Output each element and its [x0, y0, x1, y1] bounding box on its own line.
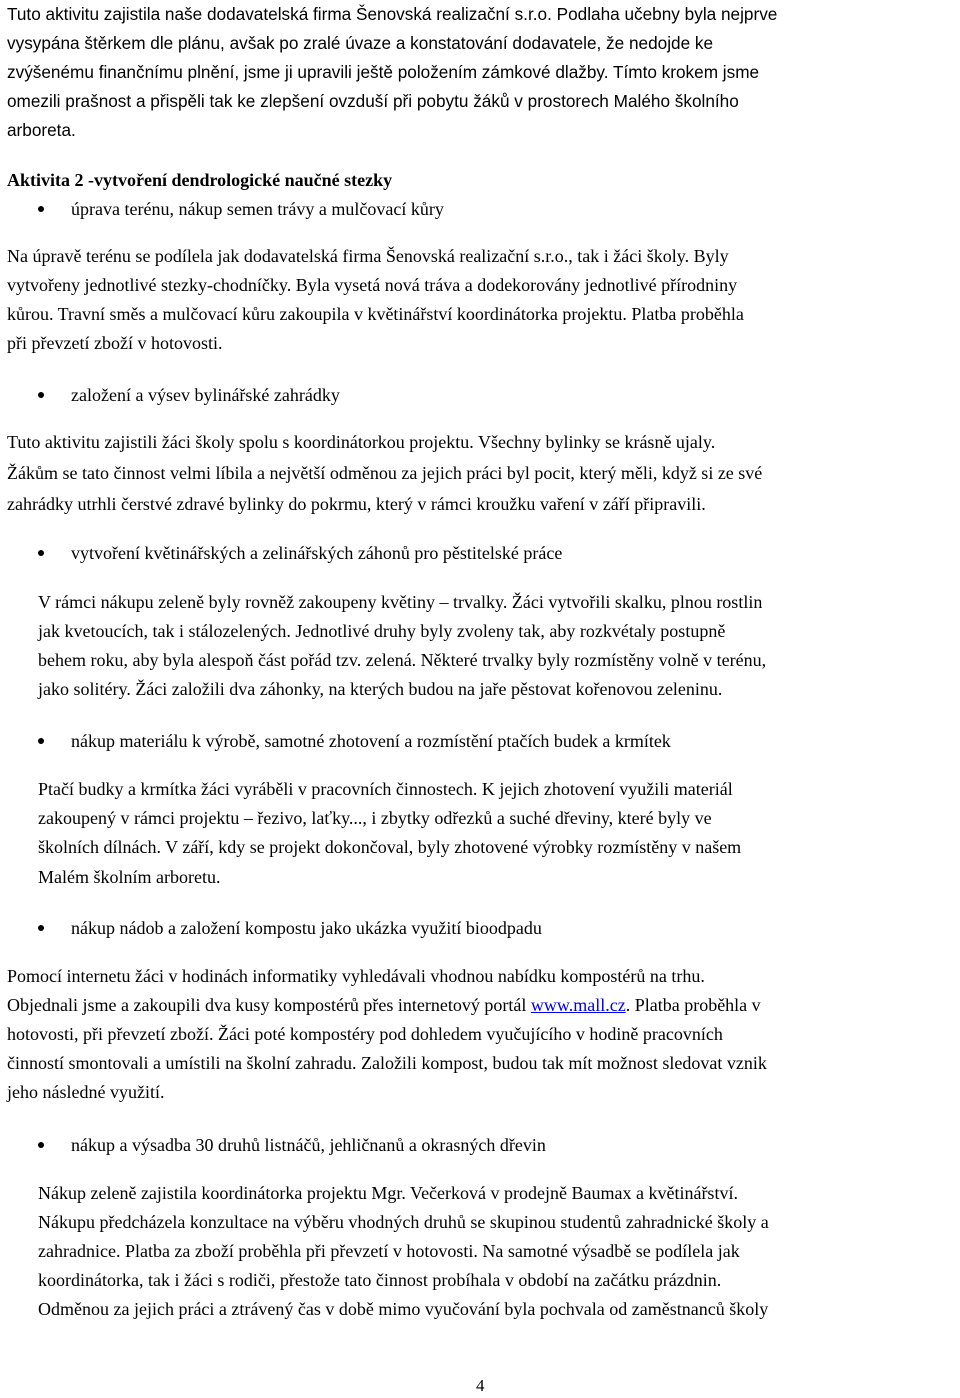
paragraph-line: jeho následné využití.	[7, 1082, 165, 1102]
bullet-icon	[38, 392, 44, 398]
bullet-icon	[38, 550, 44, 556]
paragraph-line: jako solitéry. Žáci založili dva záhonky, na kterých budou na jaře pěstovat kořenovou zeleninu.	[38, 679, 723, 699]
paragraph-line: Na úpravě terénu se podílela jak dodavatelská firma Šenovská realizační s.r.o., tak i žáci školy. Byly	[7, 246, 729, 266]
paragraph-line: školních dílnách. V září, kdy se projekt dokončoval, byly zhotovené výrobky rozmístěny v našem	[38, 837, 742, 857]
paragraph-line: Žákům se tato činnost velmi líbila a největší odměnou za jejich práci byl pocit, který měli, když si ze své	[7, 463, 763, 483]
paragraph-line: Pomocí internetu žáci v hodinách informatiky vyhledávali vhodnou nabídku kompostérů na trhu.	[7, 966, 705, 986]
paragraph-line: Nákupu předcházela konzultace na výběru vhodných druhů se skupinou studentů zahradnické školy a	[38, 1212, 769, 1232]
paragraph-line: kůrou. Travní směs a mulčovací kůru zakoupila v květinářství koordinátorka projektu. Platba proběhla	[7, 304, 744, 324]
intro-line: vysypána štěrkem dle plánu, avšak po zralé úvaze a konstatování dodavatele, že nedojde ke	[7, 33, 714, 53]
paragraph-line: koordinátorka, tak i žáci s rodiči, přestože tato činnost probíhala v období na začátku prázdnin.	[38, 1270, 722, 1290]
paragraph-line: jak kvetoucích, tak i stálozelených. Jednotlivé druhy byly zvoleny tak, aby rozkvétaly postupně	[38, 621, 726, 641]
mall-link[interactable]: www.mall.cz	[530, 995, 626, 1015]
intro-line: arboreta.	[7, 120, 76, 140]
paragraph-text: Objednali jsme a zakoupili dva kusy kompostérů přes internetový portál	[7, 995, 531, 1015]
intro-line: zvýšenému finančnímu plnění, jsme ji upravili ještě položením zámkové dlažby. Tímto krokem jsme	[7, 62, 760, 82]
bullet-item: nákup a výsadba 30 druhů listnáčů, jehličnanů a okrasných dřevin	[71, 1135, 546, 1155]
paragraph-line: hotovosti, při převzetí zboží. Žáci poté kompostéry pod dohledem vyučujícího v hodině pracovních	[7, 1024, 723, 1044]
bullet-icon	[38, 1142, 44, 1148]
intro-line: omezili prašnost a přispěli tak ke zlepšení ovzduší při pobytu žáků v prostorech Malého školního	[7, 91, 739, 111]
paragraph-text: . Platba proběhla v	[625, 995, 761, 1015]
bullet-item: nákup nádob a založení kompostu jako ukázka využití bioodpadu	[71, 918, 542, 938]
paragraph-line: Tuto aktivitu zajistili žáci školy spolu s koordinátorkou projektu. Všechny bylinky se krásně ujaly.	[7, 432, 716, 452]
paragraph-line: behem roku, aby byla alespoň část pořád tzv. zelená. Některé trvalky byly rozmístěny volně v terénu,	[38, 650, 767, 670]
paragraph-line: zakoupený v rámci projektu – řezivo, laťky..., i zbytky odřezků a suché dřeviny, které byly ve	[38, 808, 712, 828]
paragraph-line	[7, 993, 761, 1017]
paragraph-line: Nákup zeleně zajistila koordinátorka projektu Mgr. Večerková v prodejně Baumax a květinářství.	[38, 1183, 738, 1203]
paragraph-line: Odměnou za jejich práci a ztrávený čas v době mimo vyučování byla pochvala od zaměstnanců školy	[38, 1299, 769, 1319]
bullet-icon	[38, 738, 44, 744]
bullet-icon	[38, 925, 44, 931]
section-heading: Aktivita 2 -vytvoření dendrologické naučné stezky	[7, 170, 393, 190]
paragraph-line: zahradnice. Platba za zboží proběhla při převzetí v hotovosti. Na samotné výsadbě se podílela jak	[38, 1241, 740, 1261]
paragraph-line: činností smontovali a umístili na školní zahradu. Založili kompost, budou tak mít možnost sledovat vznik	[7, 1053, 767, 1073]
paragraph-line: zahrádky utrhli čerstvé zdravé bylinky do pokrmu, který v rámci kroužku vaření v září připravili.	[7, 494, 706, 514]
paragraph-line: při převzetí zboží v hotovosti.	[7, 333, 223, 353]
bullet-item: založení a výsev bylinářské zahrádky	[71, 385, 340, 405]
intro-line: Tuto aktivitu zajistila naše dodavatelská firma Šenovská realizační s.r.o. Podlaha učebny byla nejprve	[7, 4, 778, 24]
paragraph-line: Ptačí budky a krmítka žáci vyráběli v pracovních činnostech. K jejich zhotovení využili materiál	[38, 779, 733, 799]
bullet-item: úprava terénu, nákup semen trávy a mulčovací kůry	[71, 199, 444, 219]
bullet-item: nákup materiálu k výrobě, samotné zhotovení a rozmístění ptačích budek a krmítek	[71, 731, 671, 751]
paragraph-line: vytvořeny jednotlivé stezky-chodníčky. Byla vysetá nová tráva a dodekorovány jednotlivé přírodniny	[7, 275, 738, 295]
paragraph-line: V rámci nákupu zeleně byly rovněž zakoupeny květiny – trvalky. Žáci vytvořili skalku, plnou rostlin	[38, 592, 763, 612]
bullet-icon	[38, 206, 44, 212]
bullet-item: vytvoření květinářských a zelinářských záhonů pro pěstitelské práce	[71, 543, 563, 563]
paragraph-line: Malém školním arboretu.	[38, 867, 221, 887]
page-number: 4	[476, 1376, 485, 1395]
